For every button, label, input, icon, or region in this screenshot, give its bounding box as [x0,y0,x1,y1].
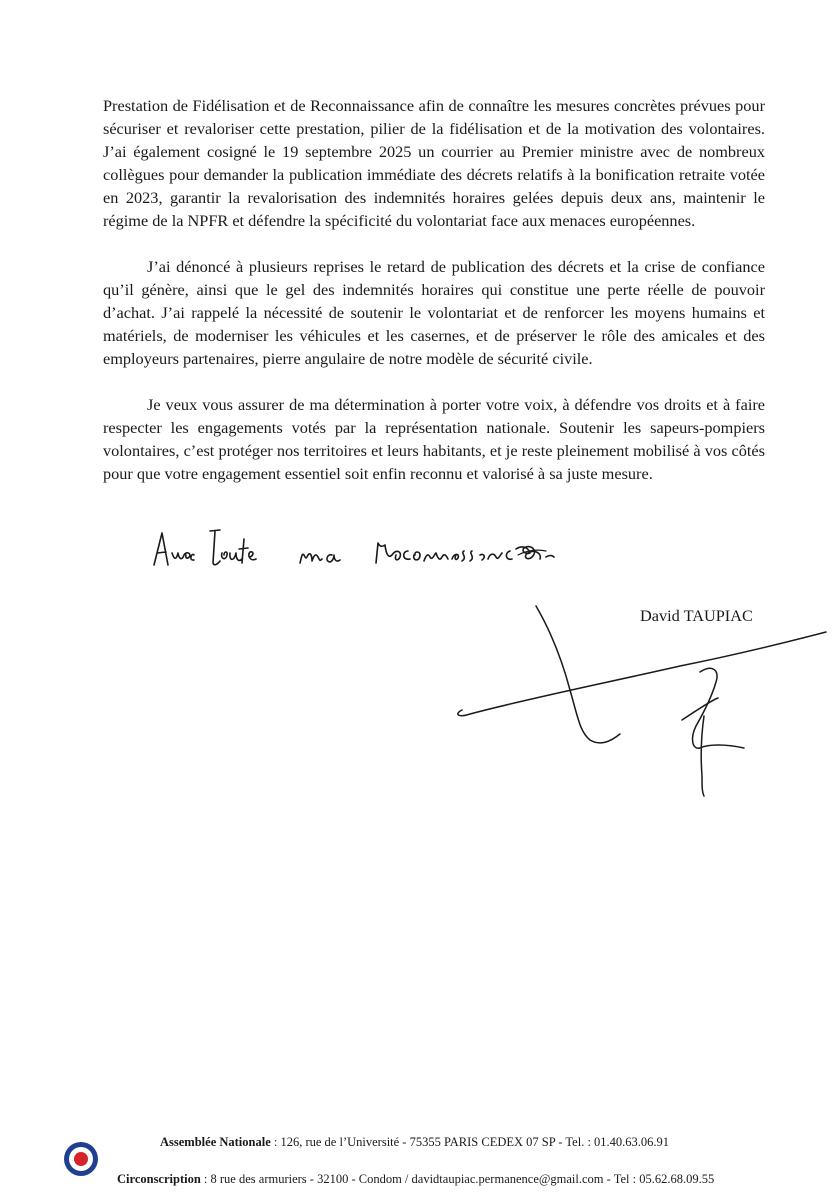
letter-body [103,94,765,485]
paragraph-2: J’ai dénoncé à plusieurs reprises le retard de publication des décrets et la crise de confiance qu’il génère, ainsi que le gel des indemnités horaires qui constitue une perte réelle de pouvoir d’achat. J’ai rappelé la nécessité de soutenir le volontariat et de renforcer les moyens humains et matériels, de moderniser les véhicules et les casernes, et de préserver le rôle des amicales et des employeurs partenaires, pierre angulaire de notre modèle de sécurité civile. [103,257,765,368]
footer-assemblee-text: : 126, rue de l’Université - 75355 PARIS CEDEX 07 SP - Tel. : 01.40.63.06.91 [270,1135,670,1149]
footer-circonscription-text: : 8 rue des armuriers - 32100 - Condom / davidtaupiac.permanence@gmail.com - Tel : 05.62.68.09.55 [200,1172,715,1186]
footer-assemblee-address [160,1134,669,1150]
footer-circonscription-label: Circonscription [117,1172,201,1186]
footer-assemblee-label: Assemblée Nationale [160,1135,271,1149]
cocarde-logo [63,1141,99,1177]
paragraph-3: Je veux vous assurer de ma détermination à porter votre voix, à défendre vos droits et à faire respecter les engagements votés par la représentation nationale. Soutenir les sapeurs-pompiers volontaires, c’est protéger nos territoires et leurs habitants, et je reste pleinement mobilisé à vos côtés pour que votre engagement essentiel soit enfin reconnu et valorisé à sa juste mesure. [103,395,765,483]
footer-circonscription-address [117,1171,714,1187]
handwritten-signature [450,600,830,800]
signatory-name: David TAUPIAC [640,606,753,625]
paragraph-1: Prestation de Fidélisation et de Reconnaissance afin de connaître les mesures concrètes prévues pour sécuriser et revaloriser cette prestation, pilier de la fidélisation et de la motivation des volontaires. J’ai également cosigné le 19 septembre 2025 un courrier au Premier ministre avec de nombreux collègues pour demander la publication immédiate des décrets relatifs à la bonification retraite votée en 2023, garantir la revalorisation des indemnités horaires gelées depuis deux ans, maintenir le régime de la NPFR et défendre la spécificité du volontariat face aux menaces européennes. [103,96,765,230]
handwritten-closing [150,525,570,585]
